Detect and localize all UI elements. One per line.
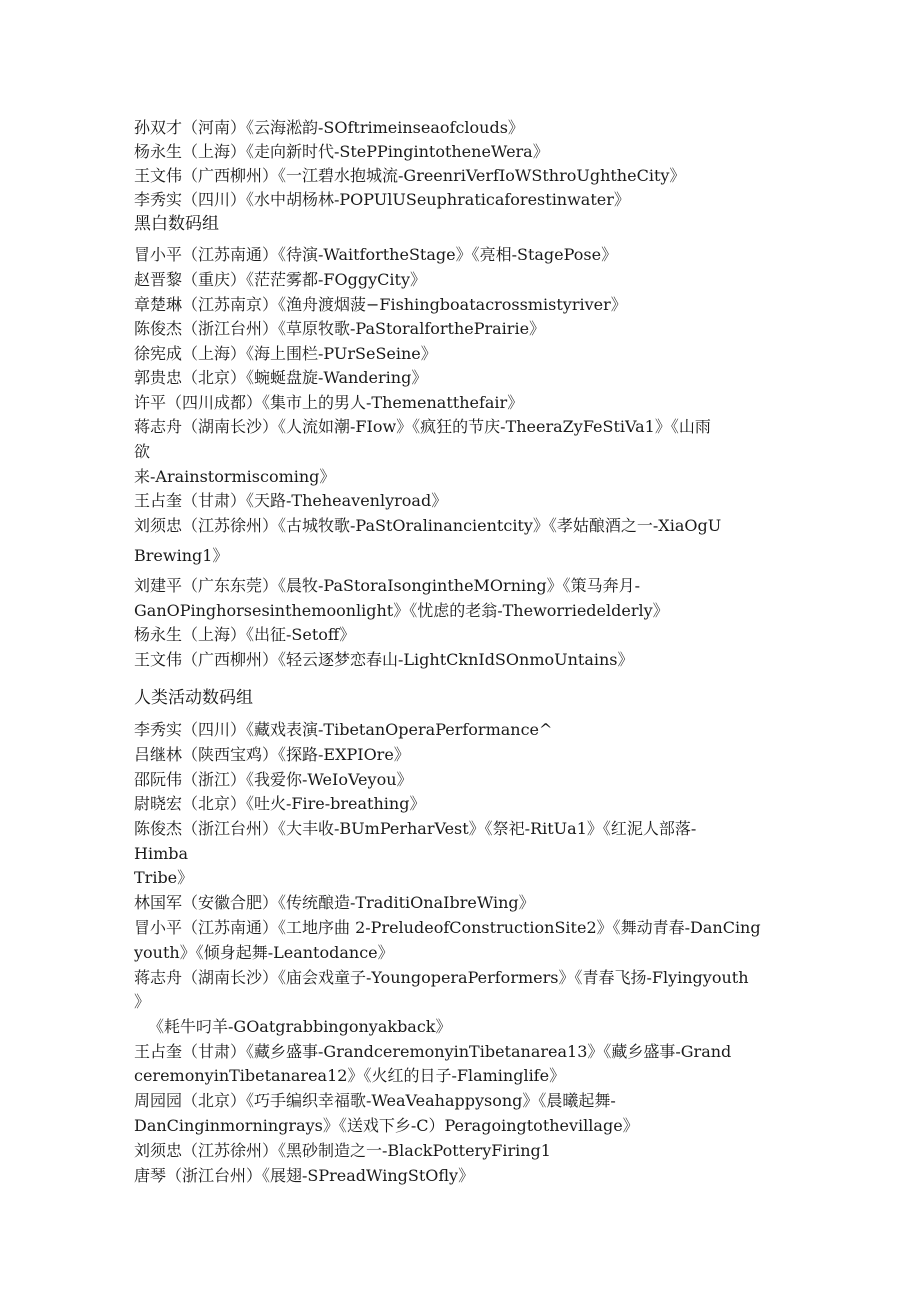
entry-line: 林国军（安徽合肥）《传统酿造-TraditiOnaIbreWing》 <box>134 893 535 912</box>
entry-line: 蒋志舟（湖南长沙）《人流如潮-FIow》《疯狂的节庆-TheeraZyFeStiVa1》《山雨 <box>134 417 711 436</box>
entry-line: 孙双才（河南）《云海淞韵-SOftrimeinseaofclouds》 <box>134 118 524 137</box>
entry-line: 尉晓宏（北京）《吐火-Fire-breathing》 <box>134 794 426 813</box>
entry-line: 来-Arainstormiscoming》 <box>134 467 336 486</box>
entry-line: youth》《倾身起舞-Leantodance》 <box>134 943 394 962</box>
entry-line: 欲 <box>134 442 151 461</box>
entry-line: 王文伟（广西柳州）《轻云逐梦恋春山-LightCknIdSOnmoUntains》 <box>134 650 634 669</box>
entry-line: GanOPinghorsesinthemoonlight》《忧虑的老翁-Theworriedelderly》 <box>134 601 669 620</box>
entry-line: ceremonyinTibetanarea12》《火红的日子-Flaminglife》 <box>134 1066 566 1085</box>
entry-line: 赵晋黎（重庆）《茫茫雾都-FOggyCity》 <box>134 270 426 289</box>
entry-line: 章楚琳（江苏南京）《渔舟渡烟菠−Fishingboatacrossmistyriver》 <box>134 295 627 314</box>
entry-line: 《耗牛叼羊-GOatgrabbingonyakback》 <box>148 1017 452 1036</box>
entry-line: 刘须忠（江苏徐州）《古城牧歌-PaStOralinancientcity》《孝姑酿酒之一-XiaOgU <box>134 516 722 535</box>
entry-line: 陈俊杰（浙江台州）《草原牧歌-PaStoralforthePrairie》 <box>134 319 546 338</box>
entry-line: 冒小平（江苏南通）《待演-WaitfortheStage》《亮相-StagePose》 <box>134 245 618 264</box>
entry-line: 徐宪成（上海）《海上围栏-PUrSeSeine》 <box>134 344 437 363</box>
entry-line: 》 <box>134 992 151 1011</box>
entry-line: 杨永生（上海）《走向新时代-StePPingintotheneWera》 <box>134 142 549 161</box>
entry-line: Brewing1》 <box>134 546 229 565</box>
entry-line: 刘建平（广东东莞）《晨牧-PaStoraIsongintheMOrning》《策马奔月- <box>134 576 641 595</box>
entry-line: 刘须忠（江苏徐州）《黑砂制造之一-BlackPotteryFiring1 <box>134 1141 551 1160</box>
entry-line: 吕继林（陕西宝鸡）《探路-EXPIOre》 <box>134 745 410 764</box>
entry-line: 李秀实（四川）《藏戏表演-TibetanOperaPerformance^ <box>134 720 553 739</box>
entry-line: 唐琴（浙江台州）《展翅-SPreadWingStOfly》 <box>134 1166 475 1185</box>
entry-line: Himba <box>134 844 189 863</box>
entry-line: 王占奎（甘肃）《天路-Theheavenlyroad》 <box>134 491 448 510</box>
entry-line: 陈俊杰（浙江台州）《大丰收-BUmPerharVest》《祭祀-RitUa1》《红泥人部落- <box>134 819 697 838</box>
entry-line: 王文伟（广西柳州）《一江碧水抱城流-GreenriVerfIoWSthroUghtheCity》 <box>134 166 686 185</box>
entry-line: 许平（四川成都）《集市上的男人-Themenatthefair》 <box>134 393 524 412</box>
entry-line: 冒小平（江苏南通）《工地序曲 2-PreludeofConstructionSite2》《舞动青春-DanCing <box>134 918 761 937</box>
section-heading: 黑白数码组 <box>134 214 219 234</box>
entry-line: 杨永生（上海）《出征-Setoff》 <box>134 625 356 644</box>
section-heading: 人类活动数码组 <box>134 688 253 708</box>
entry-line: 邵阮伟（浙江）《我爱你-WeIoVeyou》 <box>134 770 413 789</box>
entry-line: 李秀实（四川）《水中胡杨林-POPUlUSeuphraticaforestinwater》 <box>134 190 630 209</box>
entry-line: 郭贵忠（北京）《蜿蜒盘旋-Wandering》 <box>134 368 428 387</box>
entry-line: Tribe》 <box>134 868 194 887</box>
entry-line: DanCinginmorningrays》《送戏下乡-C）Peragoingtothevillage》 <box>134 1116 639 1135</box>
entry-line: 周园园（北京）《巧手编织幸福歌-WeaVeahappysong》《晨曦起舞- <box>134 1091 616 1110</box>
entry-line: 蒋志舟（湖南长沙）《庙会戏童子-YoungoperaPerformers》《青春飞扬-Flyingyouth <box>134 968 749 987</box>
entry-line: 王占奎（甘肃）《藏乡盛事-GrandceremonyinTibetanarea13》《藏乡盛事-Grand <box>134 1042 732 1061</box>
